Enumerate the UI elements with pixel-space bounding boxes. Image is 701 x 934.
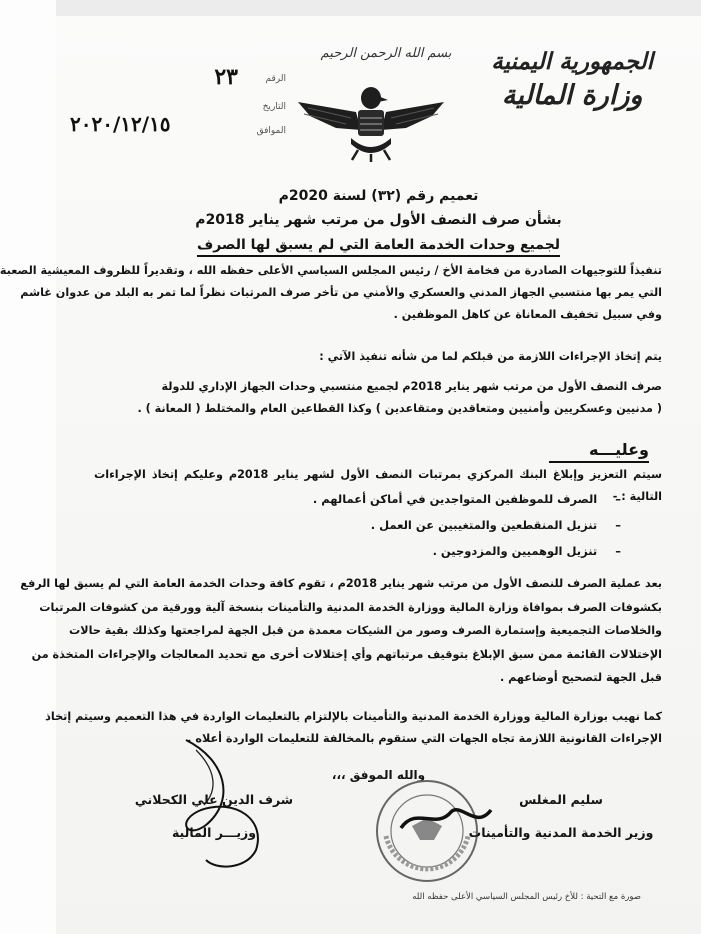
viewer-top-strip	[56, 0, 701, 16]
body-line: الإختلالات القائمة ممن سبق الإبلاغ بتوقيف مرتباتهم وأي إختلالات أخرى مع تحديد المعالجات والإجراءات المتخذة من	[31, 647, 662, 661]
intro-line: وفي سبيل تخفيف المعاناة عن كاهل الموظفين .	[393, 308, 662, 321]
list-item: – تنزيل الوهميين والمزدوجين .	[313, 538, 621, 564]
finance-minister-signature	[114, 792, 314, 840]
bank-instruction-line: سيتم التعزيز وإبلاغ البنك المركزي بمرتبات النصف الأول لشهر يناير 2018م وعليكم إتخاذ الإجراءات التالية : -	[94, 468, 662, 503]
therefore-heading	[549, 440, 649, 459]
action-line: ( مدنيين وعسكريين وأمنيين ومتعاقدين ومتقاعدين ) وكذا القطاعين العام والمختلط ( المعانة ) .	[137, 402, 662, 415]
ref-number-value: ٢٣	[214, 64, 238, 90]
post-disbursement-paragraph	[20, 572, 662, 690]
signer-title: وزير الخدمة المدنية والتأمينات	[468, 825, 654, 840]
intro-line: تنفيذاً للتوجيهات الصادرة من فخامة الأخ / رئيس المجلس السياسي الأعلى حفظه الله ، وتقديراً للظروف المعيشية الصعبة	[0, 264, 662, 277]
eagle-emblem-icon	[296, 72, 446, 162]
procedure-list	[313, 486, 621, 564]
body-line: والخلاصات التجميعية وإستمارة الصرف وصور من الشيكات معمدة من قبل الجهة لمراجعتها وكذلك بقية حالات	[69, 624, 662, 637]
circular-audience	[116, 237, 641, 253]
closing-phrase: والله الموفق ،،،	[331, 768, 426, 782]
intro-line: التي يمر بها منتسبي الجهاز المدني والعسكري والأمني من تأخر صرف المرتبات نظراً لما تمر به البلد من عدوان غاشم	[20, 286, 662, 299]
intro-paragraph	[0, 260, 662, 326]
list-item: – الصرف للموظفين المتواجدين في أماكن أعمالهم .	[313, 486, 621, 512]
therefore-text: وعليـــه	[549, 440, 649, 463]
date-label: التاريخ	[262, 102, 286, 112]
circular-title: تعميم رقم (٣٢) لسنة 2020م	[278, 188, 479, 204]
civil-service-minister-signature	[466, 792, 656, 840]
body-line: كما نهيب بوزارة المالية ووزارة الخدمة المدنية والتأمينات بالإلتزام بالتعليمات الواردة في هذا التعميم وسيتم إتخاذ	[45, 710, 662, 723]
country-name: الجمهورية اليمنية	[491, 48, 653, 75]
corresponding-label: الموافق	[256, 126, 286, 136]
signer-title: وزيـــر المالية	[171, 825, 257, 840]
body-line: قبل الجهة لتصحيح أوضاعهم .	[499, 671, 662, 684]
ministry-name: وزارة المالية	[501, 80, 643, 111]
copy-to-footer: صورة مع التحية : للأخ رئيس المجلس السياسي الأعلى حفظه الله	[412, 892, 641, 902]
date-value: ٢٠٢٠/١٢/١٥	[70, 112, 171, 136]
action-paragraph	[94, 376, 662, 420]
audience-text: لجميع وحدات الخدمة العامة التي لم يسبق لها الصرف	[197, 237, 560, 257]
list-item: – تنزيل المنقطعين والمتغيبين عن العمل .	[313, 512, 621, 538]
body-line: الإجراءات القانونية اللازمة تجاه الجهات التي ستقوم بالمخالفة للتعليمات الواردة أعلاه .	[187, 732, 662, 745]
ref-number-label: الرقم	[265, 74, 286, 84]
action-line: صرف النصف الأول من مرتب شهر يناير 2018م لجميع منتسبي وحدات الجهاز الإداري للدولة	[161, 380, 662, 393]
body-line: بعد عملية الصرف للنصف الأول من مرتب شهر يناير 2018م ، تقوم كافة وحدات الخدمة العامة التي لم يسبق لها الرفع	[20, 577, 662, 590]
circular-subject: بشأن صرف النصف الأول من مرتب شهر يناير 2018م	[195, 212, 562, 228]
signer-name: شرف الدين علي الكحلاني	[134, 792, 294, 807]
reference-block	[70, 64, 286, 158]
basmala-text: بسم الله الرحمن الرحيم	[320, 46, 452, 61]
letterhead-ministry	[491, 46, 653, 114]
signer-name: سليم المغلس	[519, 792, 603, 807]
action-intro-line: يتم إتخاذ الإجراءات اللازمة من قبلكم لما من شأنه تنفيذ الآتي :	[319, 350, 662, 363]
body-line: بكشوفات الصرف بموافاة وزارة المالية ووزارة الخدمة المدنية والتأمينات بنسخة آلية وورقية من كشوفات المرتبات	[39, 600, 662, 614]
